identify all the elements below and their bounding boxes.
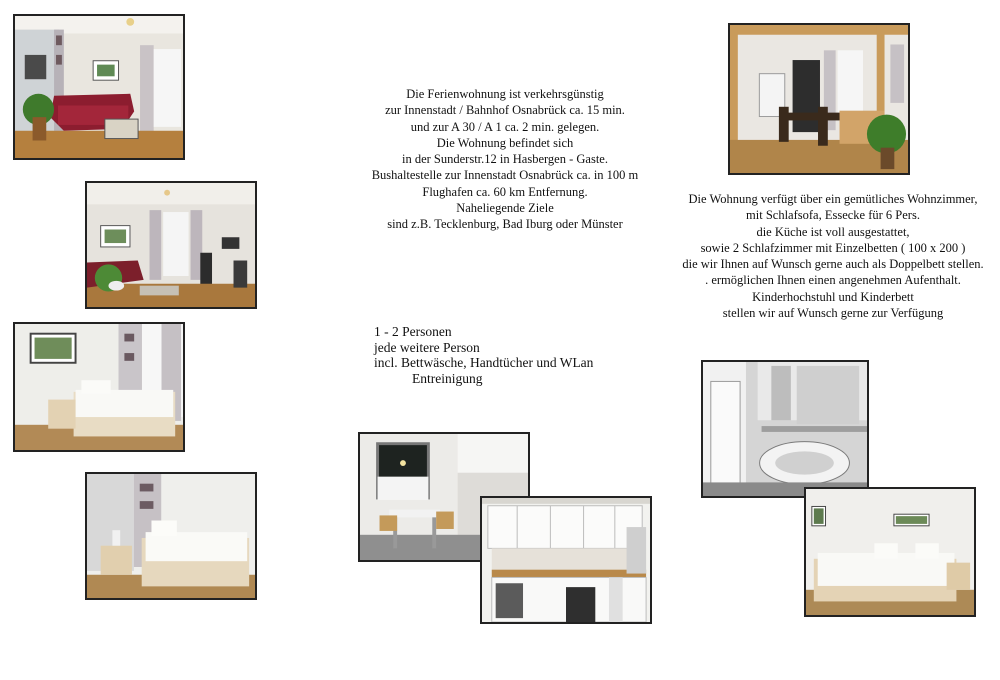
amenities-line: stellen wir auf Wunsch gerne zur Verfügung (722, 306, 944, 321)
description-line: zur Innenstadt / Bahnhof Osnabrück ca. 15 min. (385, 103, 625, 118)
price-persons-1-2: 1 - 2 Personen (374, 324, 452, 339)
amenities-line: . ermöglichen Ihnen einen angenehmen Aufenthalt. (705, 273, 961, 288)
description-line: und zur A 30 / A 1 ca. 2 min. gelegen. (410, 119, 600, 134)
description-line: Bushaltestelle zur Innenstadt Osnabrück ca. in 100 m (371, 168, 639, 183)
living-room-photo (13, 14, 185, 160)
description-line: in der Sunderstr.12 in Hasbergen - Gaste. (402, 152, 608, 167)
price-cleaning: Entreinigung (412, 370, 483, 386)
amenities-line: sowie 2 Schlafzimmer mit Einzelbetten ( 100 x 200 ) (700, 240, 966, 255)
amenities-line: die Küche ist voll ausgestattet, (756, 224, 910, 239)
dining-area-photo (728, 23, 910, 175)
description-line: Naheliegende Ziele (456, 201, 554, 216)
price-list (374, 324, 593, 386)
amenities-line: mit Schlafsofa, Essecke für 6 Pers. (746, 208, 920, 223)
description-line: Die Ferienwohnung ist verkehrsgünstig (406, 87, 604, 101)
bedroom-double-bed-photo (804, 487, 976, 617)
living-room-wide-photo (85, 181, 257, 309)
amenities-line: Die Wohnung verfügt über ein gemütliches Wohnzimmer, (688, 192, 978, 206)
kitchen-photo (480, 496, 652, 624)
amenities-line: Kinderhochstuhl und Kinderbett (752, 289, 914, 304)
bathroom-photo (701, 360, 869, 498)
bedroom-second-photo (85, 472, 257, 600)
description-line: Die Wohnung befindet sich (436, 135, 574, 150)
amenities-description (678, 191, 988, 321)
price-included: incl. Bettwäsche, Handtücher und WLan (374, 355, 594, 370)
location-description (355, 86, 655, 233)
amenities-line: die wir Ihnen auf Wunsch gerne auch als Doppelbett stellen. (682, 257, 984, 272)
price-extra-person: jede weitere Person (374, 339, 480, 355)
description-line: Flughafen ca. 60 km Entfernung. (422, 184, 588, 199)
bedroom-single-bed-photo (13, 322, 185, 452)
description-line: sind z.B. Tecklenburg, Bad Iburg oder Münster (387, 217, 623, 232)
